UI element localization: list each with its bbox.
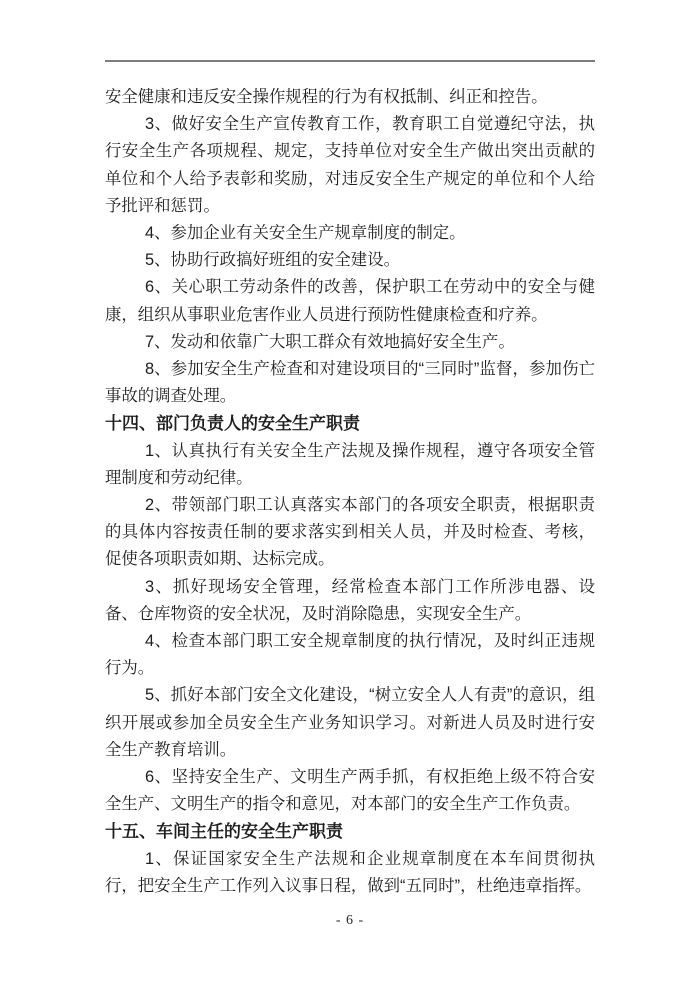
paragraph: 4、参加企业有关安全生产规章制度的制定。 <box>145 224 466 243</box>
paragraph: 7、发动和依靠广大职工群众有效地搞好安全生产。 <box>145 332 515 351</box>
page-number: - 6 - <box>335 913 365 928</box>
paragraph: 1、认真执行有关安全生产法规及操作规程，遵守各项安全管理制度和劳动纪律。 <box>105 441 595 487</box>
header-rule <box>105 60 595 62</box>
paragraph: 5、协助行政搞好班组的安全建设。 <box>145 251 400 270</box>
paragraph: 8、参加安全生产检查和对建设项目的“三同时”监督，参加伤亡事故的调查处理。 <box>105 360 595 406</box>
paragraph: 1、保证国家安全生产法规和企业规章制度在本车间贯彻执行，把安全生产工作列入议事日程，做到“五同时”，杜绝违章指挥。 <box>105 849 595 895</box>
paragraph: 6、关心职工劳动条件的改善，保护职工在劳动中的安全与健康，组织从事职业危害作业人员进行预防性健康检查和疗养。 <box>105 278 595 324</box>
paragraph: 4、检查本部门职工安全规章制度的执行情况，及时纠正违规行为。 <box>105 632 595 678</box>
paragraph: 3、抓好现场安全管理，经常检查本部门工作所涉电器、设备、仓库物资的安全状况，及时消除隐患，实现安全生产。 <box>105 577 595 623</box>
paragraph: 5、抓好本部门安全文化建设，“树立安全人人有责”的意识，组织开展或参加全员安全生产业务知识学习。对新进人员及时进行安全生产教育培训。 <box>105 686 595 759</box>
paragraph: 3、做好安全生产宣传教育工作，教育职工自觉遵纪守法，执行安全生产各项规程、规定，支持单位对安全生产做出突出贡献的单位和个人给予表彰和奖励，对违反安全生产规定的单位和个人给予批评和惩罚。 <box>105 115 595 215</box>
document-body <box>105 84 595 900</box>
section-heading: 十五、车间主任的安全生产职责 <box>105 822 343 842</box>
section-heading: 十四、部门负责人的安全生产职责 <box>105 414 360 434</box>
paragraph: 6、坚持安全生产、文明生产两手抓，有权拒绝上级不符合安全生产、文明生产的指令和意见，对本部门的安全生产工作负责。 <box>105 768 595 814</box>
continuation-paragraph: 安全健康和违反安全操作规程的行为有权抵制、纠正和控告。 <box>105 88 548 106</box>
paragraph: 2、带领部门职工认真落实本部门的各项安全职责，根据职责的具体内容按责任制的要求落实到相关人员，并及时检查、考核，促使各项职责如期、达标完成。 <box>105 496 595 569</box>
